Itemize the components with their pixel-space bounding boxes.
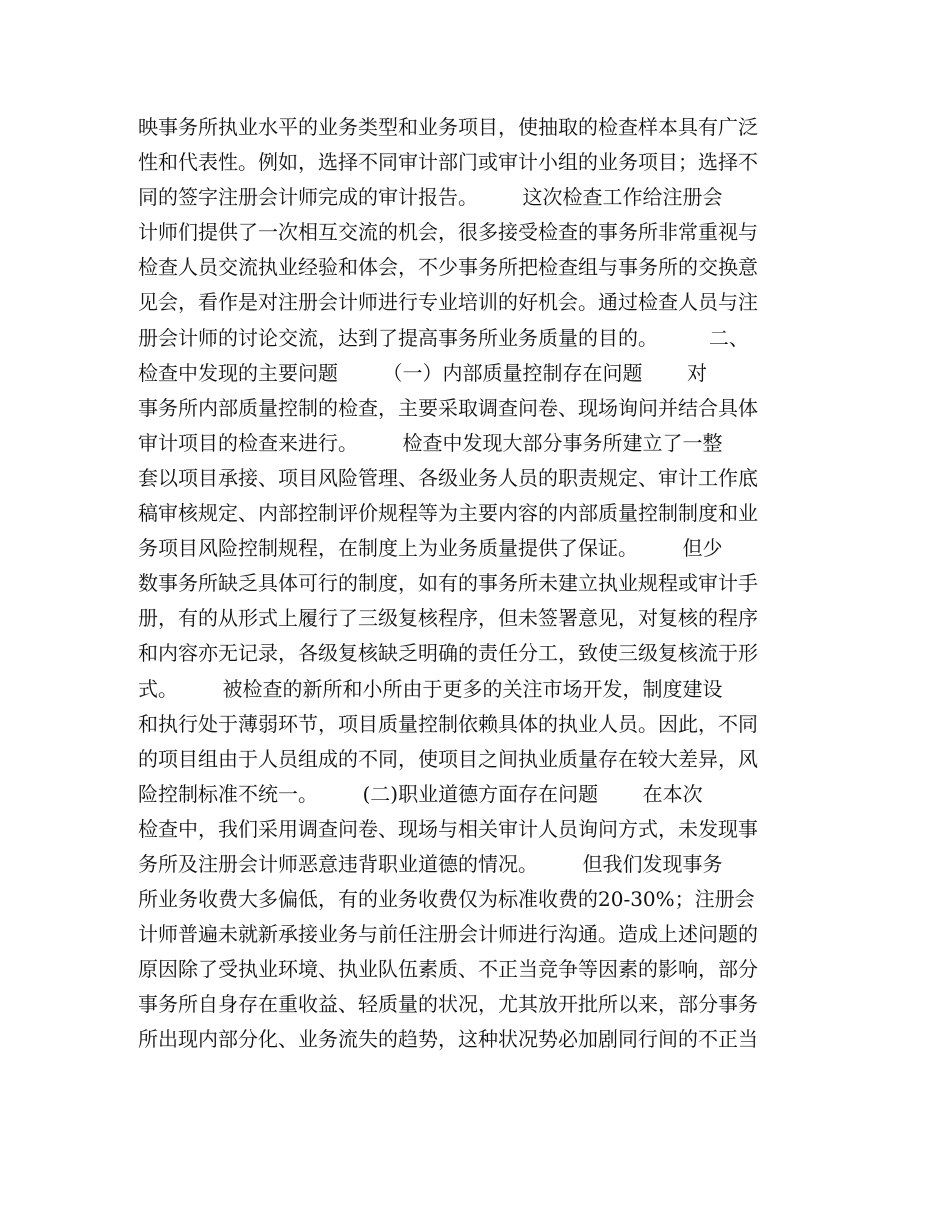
text-line: 原因除了受执业环境、执业队伍素质、不正当竞争等因素的影响，部分 (138, 957, 758, 982)
text-line: 务所及注册会计师恶意违背职业道德的情况。 但我们发现事务 (138, 851, 723, 876)
text-line: 性和代表性。例如，选择不同审计部门或审计小组的业务项目；选择不 (138, 150, 758, 175)
text-line: 审计项目的检查来进行。 检查中发现大部分事务所建立了一整 (138, 430, 723, 455)
text-line: 稿审核规定、内部控制评价规程等为主要内容的内部质量控制制度和业 (138, 501, 758, 526)
text-line: 和执行处于薄弱环节，项目质量控制依赖具体的执业人员。因此，不同 (138, 711, 758, 736)
text-line: 套以项目承接、项目风险管理、各级业务人员的职责规定、审计工作底 (138, 465, 758, 490)
text-line: 计师们提供了一次相互交流的机会，很多接受检查的事务所非常重视与 (138, 220, 758, 245)
text-line: 检查人员交流执业经验和体会，不少事务所把检查组与事务所的交换意 (138, 255, 758, 280)
text-line: 见会，看作是对注册会计师进行专业培训的好机会。通过检查人员与注 (138, 290, 758, 315)
body-text (138, 110, 828, 1058)
text-line: 数事务所缺乏具体可行的制度，如有的事务所未建立执业规程或审计手 (138, 571, 758, 596)
text-line: 险控制标准不统一。 (二)职业道德方面存在问题 在本次 (138, 781, 703, 806)
text-line: 式。 被检查的新所和小所由于更多的关注市场开发，制度建设 (138, 676, 723, 701)
text-line: 的项目组由于人员组成的不同，使项目之间执业质量存在较大差异，风 (138, 746, 758, 771)
text-line: 事务所内部质量控制的检查，主要采取调查问卷、现场询问并结合具体 (138, 395, 758, 420)
text-line: 所业务收费大多偏低，有的业务收费仅为标准收费的20-30%；注册会 (138, 887, 755, 912)
text-line: 所出现内部分化、业务流失的趋势，这种状况势必加剧同行间的不正当 (138, 1027, 758, 1052)
text-line: 册，有的从形式上履行了三级复核程序，但未签署意见，对复核的程序 (138, 606, 758, 631)
text-line: 检查中，我们采用调查问卷、现场与相关审计人员询问方式，未发现事 (138, 816, 758, 841)
text-line: 计师普遍未就新承接业务与前任注册会计师进行沟通。造成上述问题的 (138, 922, 758, 947)
text-line: 册会计师的讨论交流，达到了提高事务所业务质量的目的。 二、 (138, 325, 749, 350)
text-line: 检查中发现的主要问题 （一）内部质量控制存在问题 对 (138, 360, 708, 385)
text-line: 和内容亦无记录，各级复核缺乏明确的责任分工，致使三级复核流于形 (138, 641, 758, 666)
text-line: 同的签字注册会计师完成的审计报告。 这次检查工作给注册会 (138, 185, 723, 210)
text-line: 务项目风险控制规程，在制度上为业务质量提供了保证。 但少 (138, 536, 723, 561)
text-line: 映事务所执业水平的业务类型和业务项目，使抽取的检查样本具有广泛 (138, 115, 758, 139)
text-line: 事务所自身存在重收益、轻质量的状况，尤其放开批所以来，部分事务 (138, 992, 758, 1017)
